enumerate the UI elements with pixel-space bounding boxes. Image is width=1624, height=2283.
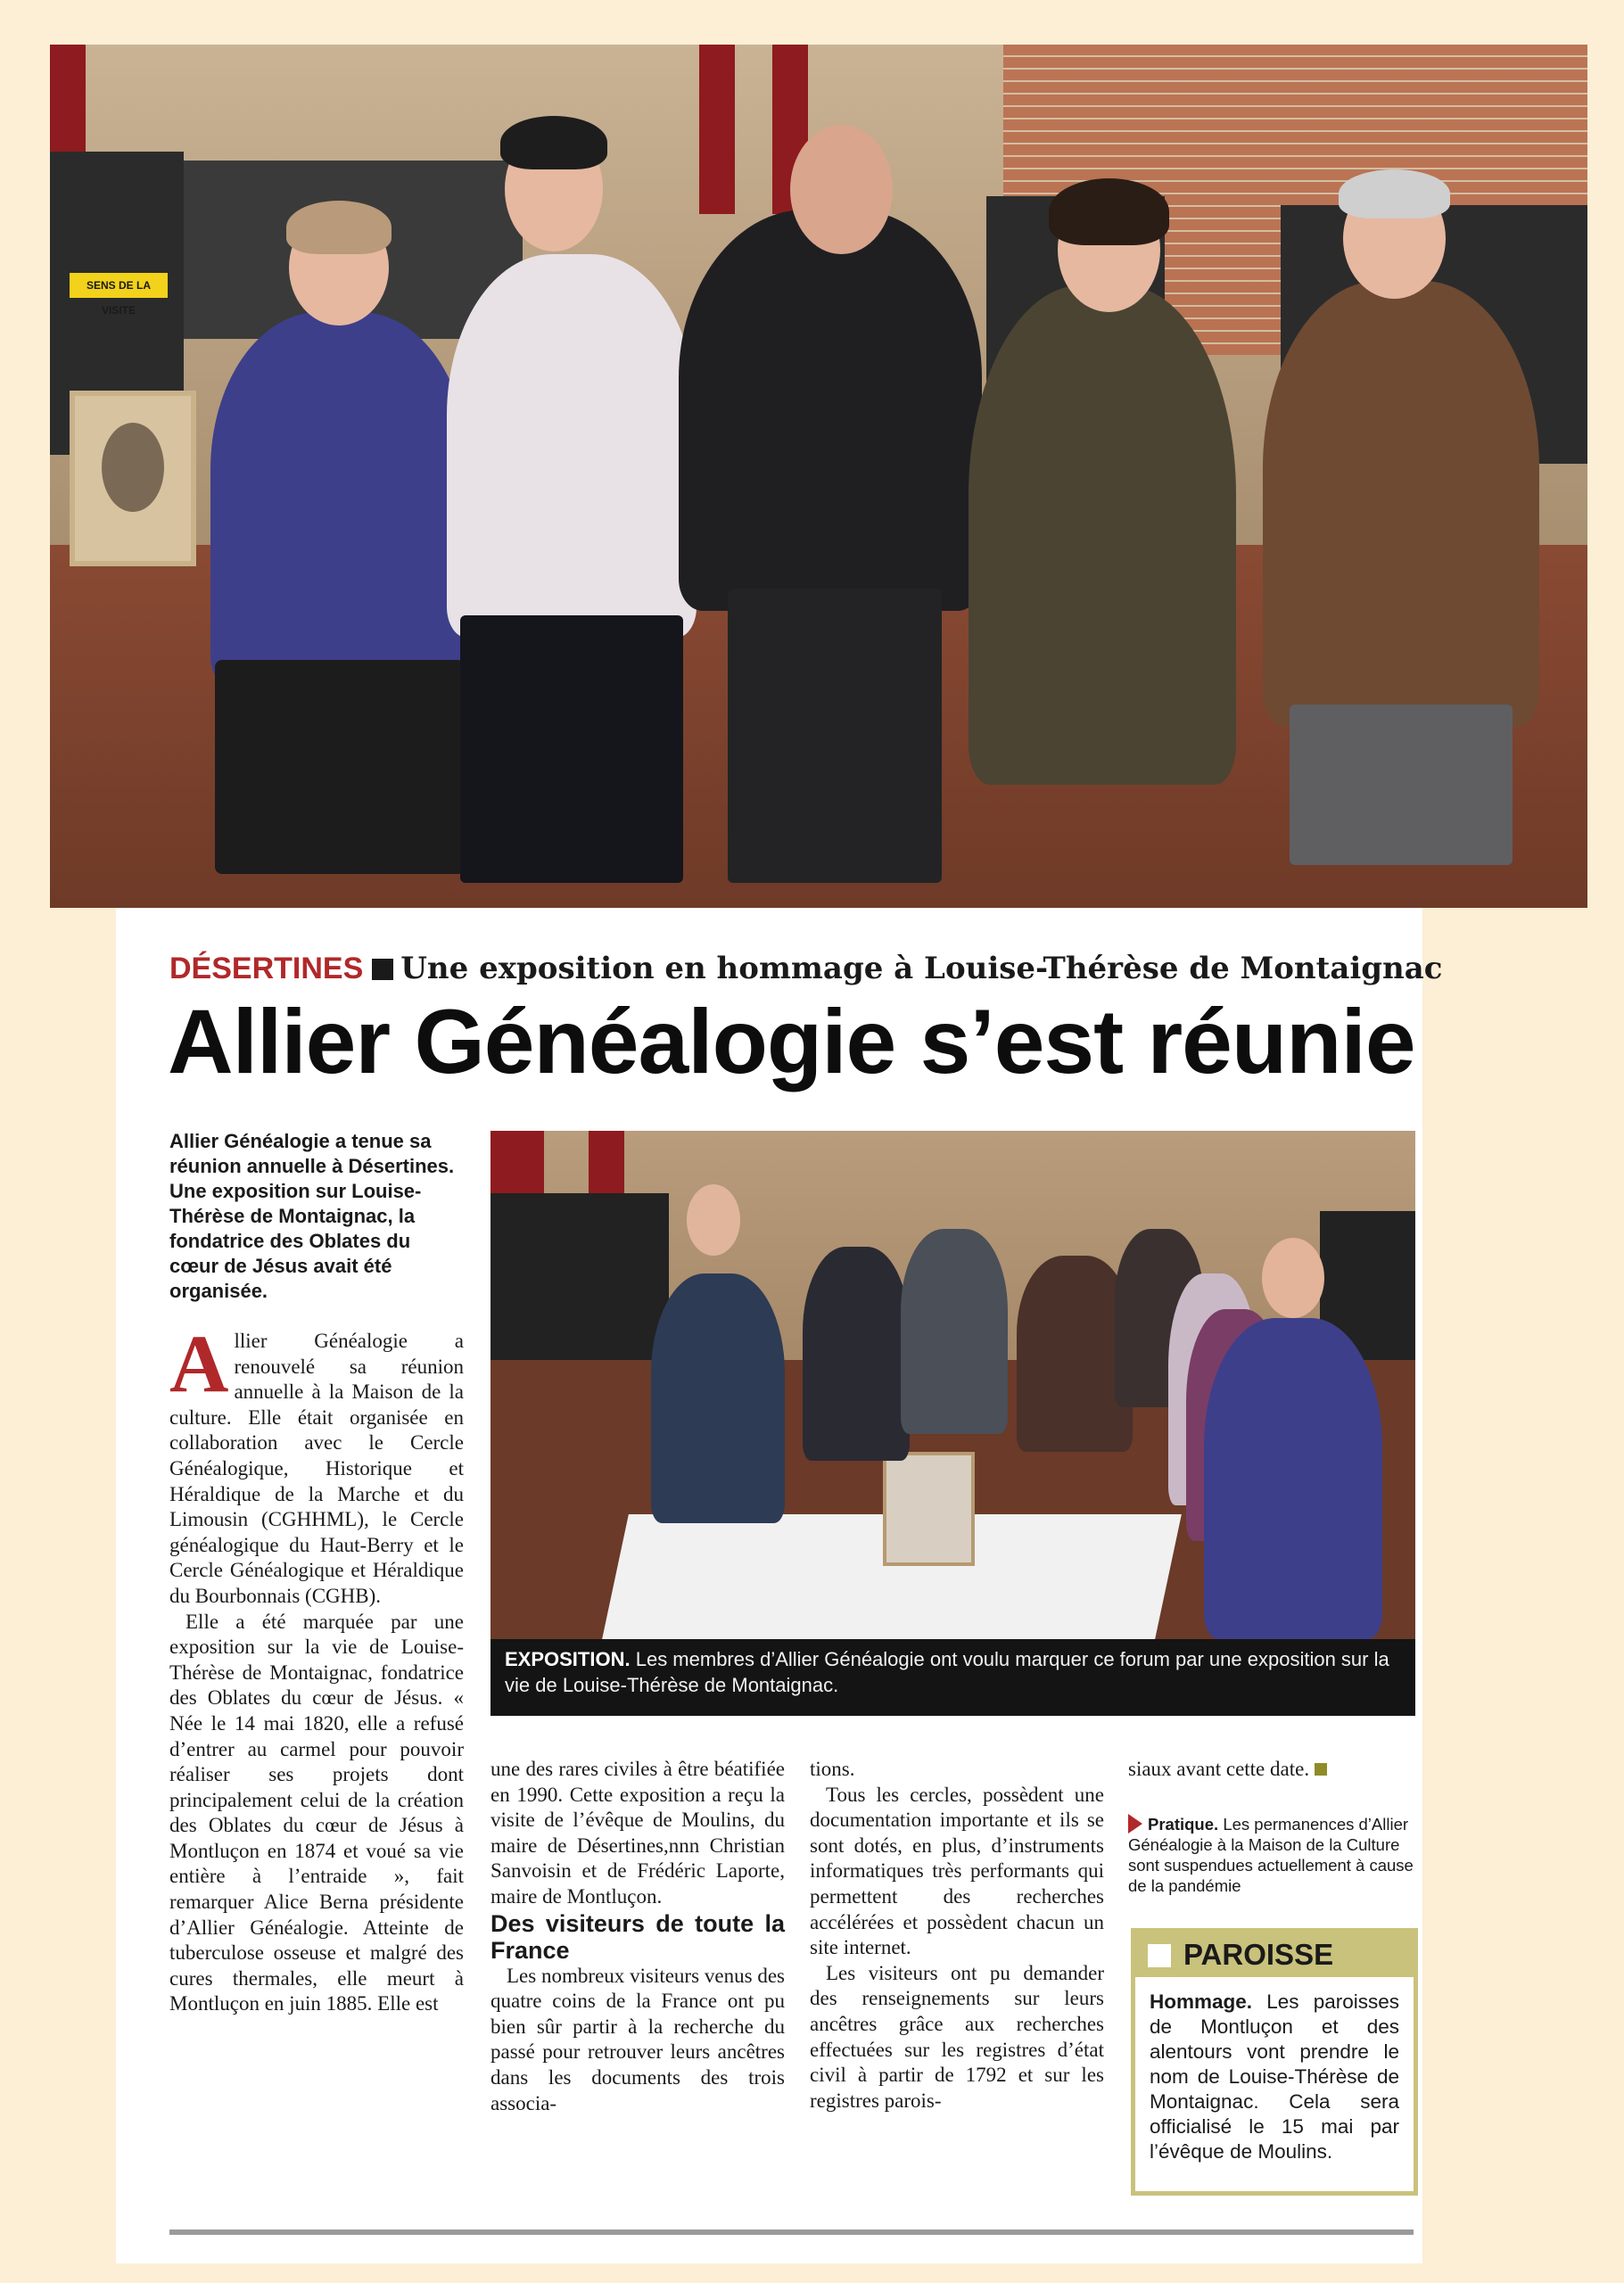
- col3-paragraph-1: tions.: [810, 1758, 855, 1780]
- col1-paragraph-2: Elle a été marquée par une exposition sur la vie de Louise-Thérèse de Montaignac, fondatrice des Oblates du cœur de Jésus. « Née le 14 mai 1820, elle a refusé d’entrer au carmel pour pouvoir réaliser ses projets dont principalement celui de la création des Oblates du cœur de Jésus à Montluçon en 1874 et voué sa vie entière à l’entraide », fait remarquer Alice Berna présidente d’Allier Généalogie. Atteinte de tuberculose osseuse et malgré des cures thermales, elle meurt à Montluçon en juin 1885. Elle est: [169, 1610, 464, 2015]
- practical-text: Les permanences d’Allier Généalogie à la Maison de la Culture sont suspendues actuellement à cause de la pandémie: [1128, 1815, 1414, 1895]
- col2-paragraph-2: Les nombreux visiteurs venus des quatre coins de la France ont pu bien sûr partir à la recherche du passé pour retrouver leurs ancêtres dans les documents des trois associa-: [490, 1964, 785, 2114]
- column-3: [810, 1757, 1104, 2114]
- parish-text: Les paroisses de Montluçon et des alentours vont prendre le nom de Louise-Thérèse de Montaignac. Cela sera officialisé le 15 mai par l’évêque de Moulins.: [1150, 1990, 1399, 2163]
- drop-cap: A: [169, 1318, 229, 1409]
- top-photo: [50, 45, 1587, 908]
- col2-paragraph-1: une des rares civiles à être béatifiée en 1990. Cette exposition a reçu la visite de l’évêque de Moulins, du maire de Désertines,nnn Christian Sanvoisin et de Frédéric Laporte, maire de Montluçon.: [490, 1758, 785, 1908]
- exhibition-photo: [490, 1131, 1415, 1639]
- col3-paragraph-2: Tous les cercles, possèdent une documentation importante et ils se sont dotés, en plus, d’instruments informatiques très performants qui permettent des recherches accélérées et possèdent chacun un site internet.: [810, 1783, 1104, 1959]
- caption-label: EXPOSITION.: [505, 1648, 631, 1670]
- checkbox-icon: [1148, 1944, 1171, 1967]
- photo-caption: [490, 1639, 1415, 1716]
- portrait-frame: [70, 391, 196, 566]
- end-square-icon: [1315, 1763, 1327, 1776]
- kicker-place: DÉSERTINES: [169, 952, 364, 985]
- kicker: [169, 951, 1442, 986]
- column-2: [490, 1757, 785, 2116]
- visit-direction-sign: SENS DE LA VISITE: [70, 273, 168, 298]
- headline: Allier Généalogie s’est réunie: [168, 991, 1415, 1092]
- practical-info: [1128, 1814, 1418, 1896]
- col4-paragraph-1: siaux avant cette date.: [1128, 1758, 1310, 1780]
- lead-paragraph: Allier Généalogie a tenue sa réunion annuelle à Désertines. Une exposition sur Louise-Thérèse de Montaignac, la fondatrice des Oblates du cœur de Jésus avait été organisée.: [169, 1130, 455, 1302]
- portrait-frame: [883, 1452, 975, 1566]
- column-1: [169, 1318, 464, 2017]
- caption-text: Les membres d’Allier Généalogie ont voulu marquer ce forum par une exposition sur la vie de Louise-Thérèse de Montaignac.: [505, 1648, 1389, 1696]
- subheading: Des visiteurs de toute la France: [490, 1909, 785, 1964]
- parish-title: PAROISSE: [1183, 1938, 1334, 1971]
- column-4: [1128, 1757, 1418, 1783]
- parish-label: Hommage.: [1150, 1990, 1253, 2013]
- bottom-rule: [169, 2229, 1414, 2235]
- practical-label: Pratique.: [1148, 1815, 1219, 1834]
- col1-paragraph-1: llier Généalogie a renouvelé sa réunion annuelle à la Maison de la culture. Elle était organisée en collaboration avec le Cercle Généalogique, Historique et Héraldique de la Marche et du Limousin (CGHHML), le Cercle généalogique du Haut-Berry et le Cercle Généalogique et Héraldique du Bourbonnais (CGHB).: [169, 1330, 464, 1607]
- article: [116, 908, 1443, 2263]
- kicker-text: Une exposition en hommage à Louise-Thérèse de Montaignac: [400, 951, 1443, 986]
- col3-paragraph-3: Les visiteurs ont pu demander des renseignements sur leurs ancêtres grâce aux recherches effectuées sur les registres d’état civil à partir de 1792 et sur les registres parois-: [810, 1961, 1104, 2112]
- kicker-square-icon: [372, 959, 393, 980]
- arrow-icon: [1128, 1814, 1142, 1834]
- parish-box: [1131, 1928, 1418, 2196]
